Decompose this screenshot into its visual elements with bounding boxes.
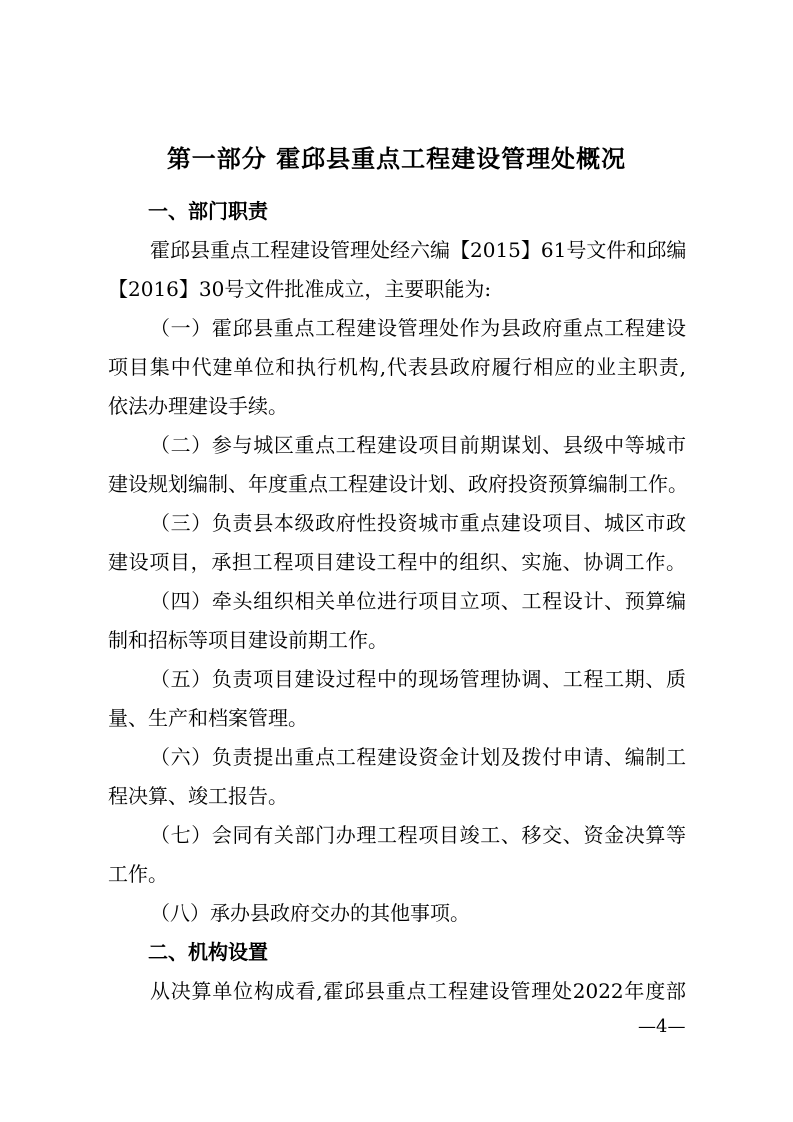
page-title: 第一部分 霍邱县重点工程建设管理处概况: [166, 145, 627, 173]
item-6-line-1: （六）负责提出重点工程建设资金计划及拨付申请、编制工: [150, 745, 686, 769]
item-8-line-1: （八）承办县政府交办的其他事项。: [150, 901, 470, 925]
item-7-line-2: 工作。: [108, 862, 168, 886]
item-4-line-1: （四）牵头组织相关单位进行项目立项、工程设计、预算编: [150, 589, 686, 613]
item-5-line-1: （五）负责项目建设过程中的现场管理协调、工程工期、质: [150, 667, 686, 691]
paragraph-intro-line-1: 霍邱县重点工程建设管理处经六编【2015】61号文件和邱编: [150, 238, 687, 262]
paragraph-organization-line-1: 从决算单位构成看,霍邱县重点工程建设管理处2022年度部: [150, 979, 686, 1003]
item-5-line-2: 量、生产和档案管理。: [108, 706, 308, 730]
section-heading-organization: 二、机构设置: [148, 940, 268, 964]
item-3-line-2: 建设项目，承担工程项目建设工程中的组织、实施、协调工作。: [108, 550, 686, 574]
item-2-line-2: 建设规划编制、年度重点工程建设计划、政府投资预算编制工作。: [108, 472, 688, 496]
page-number: —4—: [638, 1016, 686, 1037]
item-2-line-1: （二）参与城区重点工程建设项目前期谋划、县级中等城市: [150, 433, 686, 457]
item-1-line-3: 依法办理建设手续。: [108, 394, 288, 418]
paragraph-intro-line-2: 【2016】30号文件批准成立，主要职能为:: [108, 277, 492, 301]
section-heading-duties: 一、部门职责: [148, 199, 268, 223]
item-3-line-1: （三）负责县本级政府性投资城市重点建设项目、城区市政: [150, 511, 686, 535]
item-7-line-1: （七）会同有关部门办理工程项目竣工、移交、资金决算等: [150, 823, 686, 847]
item-6-line-2: 程决算、竣工报告。: [108, 784, 288, 808]
item-1-line-2: 项目集中代建单位和执行机构,代表县政府履行相应的业主职责,: [108, 355, 686, 379]
item-4-line-2: 制和招标等项目建设前期工作。: [108, 628, 388, 652]
item-1-line-1: （一）霍邱县重点工程建设管理处作为县政府重点工程建设: [150, 316, 686, 340]
